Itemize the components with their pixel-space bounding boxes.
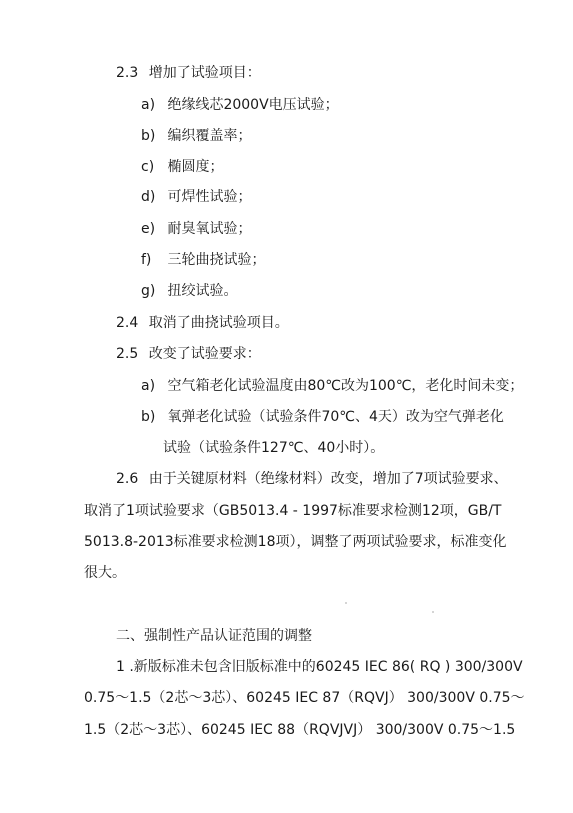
section-heading: 二、强制性产品认证范围的调整 <box>116 628 312 644</box>
item-label: a) <box>141 378 156 394</box>
list-item-b <box>141 408 504 426</box>
list-item-b-continuation: 试验（试验条件127℃、40小时）。 <box>163 440 385 456</box>
item-text: 椭圆度； <box>167 159 224 175</box>
list-item-a <box>141 96 339 114</box>
scan-speck <box>345 602 347 604</box>
list-item-c <box>141 158 223 176</box>
paragraph-line: 很大。 <box>84 565 126 581</box>
item-text: 编织覆盖率； <box>167 128 252 144</box>
item-text: 耐臭氧试验； <box>167 221 252 237</box>
section-number: 2.4 <box>116 315 139 331</box>
scan-speck <box>432 611 434 613</box>
paragraph-line: 由于关键原材料（绝缘材料）改变，增加了7项试验要求、 <box>148 471 508 487</box>
list-item-b <box>141 127 251 145</box>
item-text: 绝缘线芯2000V电压试验； <box>167 97 339 113</box>
section-title: 改变了试验要求： <box>148 346 261 362</box>
item-label: b) <box>141 128 156 144</box>
list-item-d <box>141 188 251 206</box>
section-2-5-heading <box>116 345 261 363</box>
section-number: 2.3 <box>116 65 139 81</box>
item-label: e) <box>141 221 156 237</box>
section-2-4 <box>116 314 289 332</box>
item-label: c) <box>141 159 155 175</box>
section-number: 2.5 <box>116 346 139 362</box>
item-label: d) <box>141 189 156 205</box>
section-text: 取消了曲挠试验项目。 <box>148 315 289 331</box>
item-text: 三轮曲挠试验； <box>167 252 266 268</box>
section-2-3-heading <box>116 64 261 82</box>
list-item-g <box>141 282 237 300</box>
item-label: f) <box>141 252 152 268</box>
list-item-e <box>141 220 251 238</box>
list-item-f <box>141 251 265 269</box>
item-text: 扭绞试验。 <box>167 283 238 299</box>
paragraph-line: 0.75～1.5（2芯～3芯）、60245 IEC 87（RQVJ） 300/300V 0.75～ <box>84 690 525 706</box>
paragraph-line: 1.5（2芯～3芯）、60245 IEC 88（RQVJVJ） 300/300V 0.75～1.5 <box>84 722 516 738</box>
item-label: g) <box>141 283 156 299</box>
item-text: 空气箱老化试验温度由80℃改为100℃，老化时间未变； <box>167 378 524 394</box>
item-text: 氧弹老化试验（试验条件70℃、4天）改为空气弹老化 <box>167 409 504 425</box>
paragraph-line: 5013.8-2013标准要求检测18项），调整了两项试验要求，标准变化 <box>84 534 507 550</box>
section-2-6-first-line <box>116 470 508 488</box>
paragraph-line: 取消了1项试验要求（GB5013.4 - 1997标准要求检测12项，GB/T <box>84 503 502 519</box>
section-title: 增加了试验项目： <box>148 65 261 81</box>
section-number: 2.6 <box>116 471 139 487</box>
item-text: 可焊性试验； <box>167 189 252 205</box>
list-item-a <box>141 377 523 395</box>
paragraph-line: 1 .新版标准未包含旧版标准中的60245 IEC 86( RQ ) 300/300V <box>116 659 523 675</box>
item-label: a) <box>141 97 156 113</box>
item-label: b) <box>141 409 156 425</box>
